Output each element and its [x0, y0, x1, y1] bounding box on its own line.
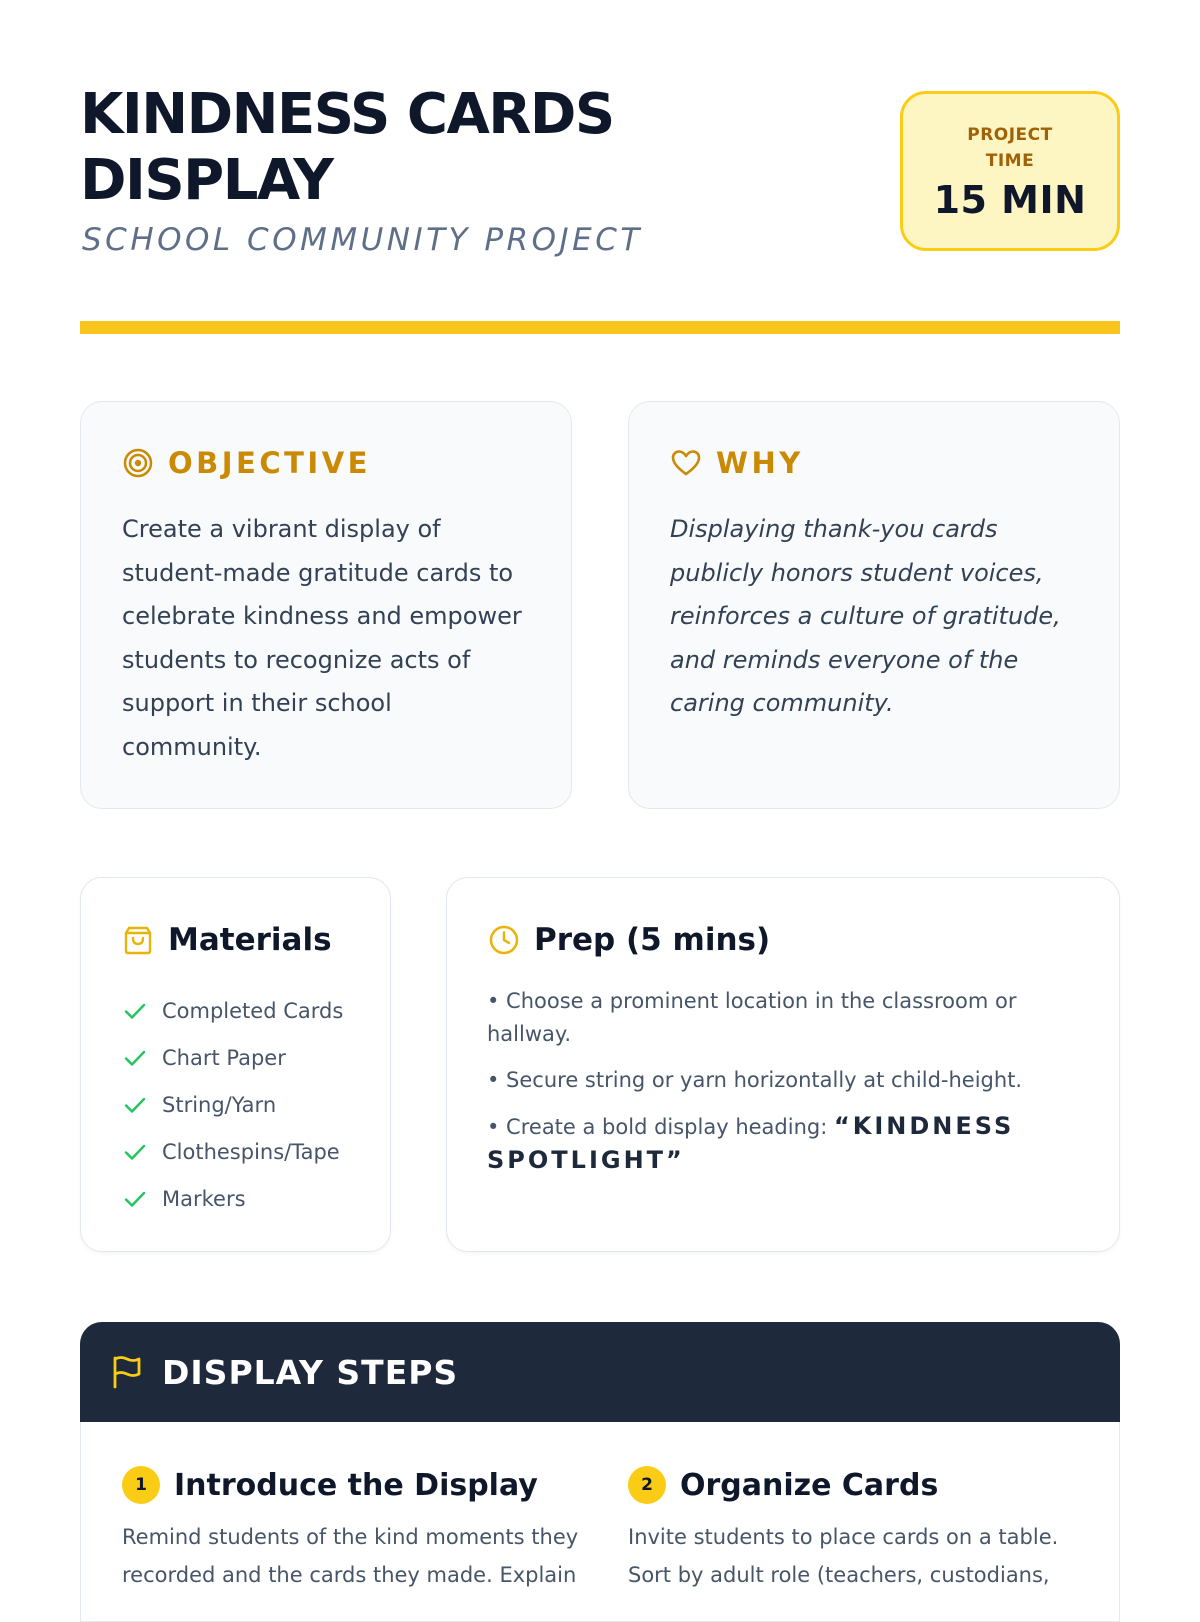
- step-header: [122, 1466, 582, 1504]
- objective-heading: OBJECTIVE: [168, 446, 371, 480]
- check-icon: [122, 998, 148, 1024]
- why-text: Displaying thank-you cards publicly honors student voices, reinforces a culture of gratitude, and reminds everyone of the caring community.: [670, 515, 1061, 717]
- prep-card: [446, 877, 1120, 1252]
- prep-item-text: • Create a bold display heading:: [487, 1115, 834, 1139]
- step-title: Organize Cards: [680, 1467, 939, 1503]
- prep-list: [487, 985, 1049, 1191]
- materials-heading: Materials: [168, 922, 332, 958]
- heart-icon: [670, 447, 702, 479]
- clock-icon: [488, 924, 520, 956]
- step-number-badge: 2: [628, 1466, 666, 1504]
- step-text: Remind students of the kind moments they recorded and the cards they made. Explain: [122, 1525, 579, 1587]
- materials-item-label: Markers: [162, 1186, 246, 1211]
- objective-card: [80, 401, 572, 809]
- list-item: [122, 1128, 343, 1175]
- page: [80, 0, 1120, 1600]
- step-number-badge: 1: [122, 1466, 160, 1504]
- objective-text: Create a vibrant display of student-made gratitude cards to celebrate kindness and empower students to recognize acts of support in their school community.: [122, 515, 522, 761]
- materials-item-label: Completed Cards: [162, 998, 344, 1023]
- flag-icon: [108, 1353, 146, 1391]
- objective-header: [122, 446, 371, 480]
- why-card: [628, 401, 1120, 809]
- step-header: [628, 1466, 1088, 1504]
- materials-item-label: String/Yarn: [162, 1092, 277, 1117]
- list-item: [122, 1034, 343, 1081]
- project-time-label: PROJECT TIME: [967, 125, 1053, 171]
- step-organize-cards: [628, 1466, 1088, 1594]
- check-icon: [122, 1186, 148, 1212]
- materials-item-label: Clothespins/Tape: [162, 1139, 340, 1164]
- check-icon: [122, 1092, 148, 1118]
- prep-item: • Secure string or yarn horizontally at child-height.: [487, 1068, 1023, 1092]
- project-time-badge: [900, 91, 1120, 251]
- prep-item: • Choose a prominent location in the classroom or hallway.: [487, 989, 1017, 1046]
- step-title: Introduce the Display: [174, 1467, 538, 1503]
- materials-list: [122, 987, 343, 1222]
- list-item: [122, 1081, 343, 1128]
- list-item: [122, 987, 343, 1034]
- prep-heading: Prep (5 mins): [534, 922, 771, 958]
- page-subtitle: SCHOOL COMMUNITY PROJECT: [82, 222, 643, 258]
- prep-header: [488, 922, 770, 958]
- display-steps-body: [80, 1422, 1120, 1622]
- step-text: Invite students to place cards on a table. Sort by adult role (teachers, custodians,: [628, 1525, 1059, 1587]
- check-icon: [122, 1045, 148, 1071]
- header-divider: [80, 321, 1120, 334]
- target-icon: [122, 447, 154, 479]
- display-heading-text: “KINDNESS SPOTLIGHT”: [487, 1112, 1015, 1174]
- why-header: [670, 446, 804, 480]
- materials-card: [80, 877, 391, 1252]
- materials-header: [122, 922, 332, 958]
- page-title: KINDNESS CARDS DISPLAY: [80, 82, 614, 213]
- project-time-value: 15 MIN: [933, 178, 1087, 222]
- why-heading: WHY: [716, 446, 804, 480]
- shopping-bag-icon: [122, 924, 154, 956]
- prep-item: [487, 1110, 1049, 1178]
- display-steps-title: DISPLAY STEPS: [162, 1352, 459, 1392]
- check-icon: [122, 1139, 148, 1165]
- list-item: [122, 1175, 343, 1222]
- step-introduce-display: [122, 1466, 582, 1594]
- materials-item-label: Chart Paper: [162, 1045, 286, 1070]
- display-steps-header: [80, 1322, 1120, 1422]
